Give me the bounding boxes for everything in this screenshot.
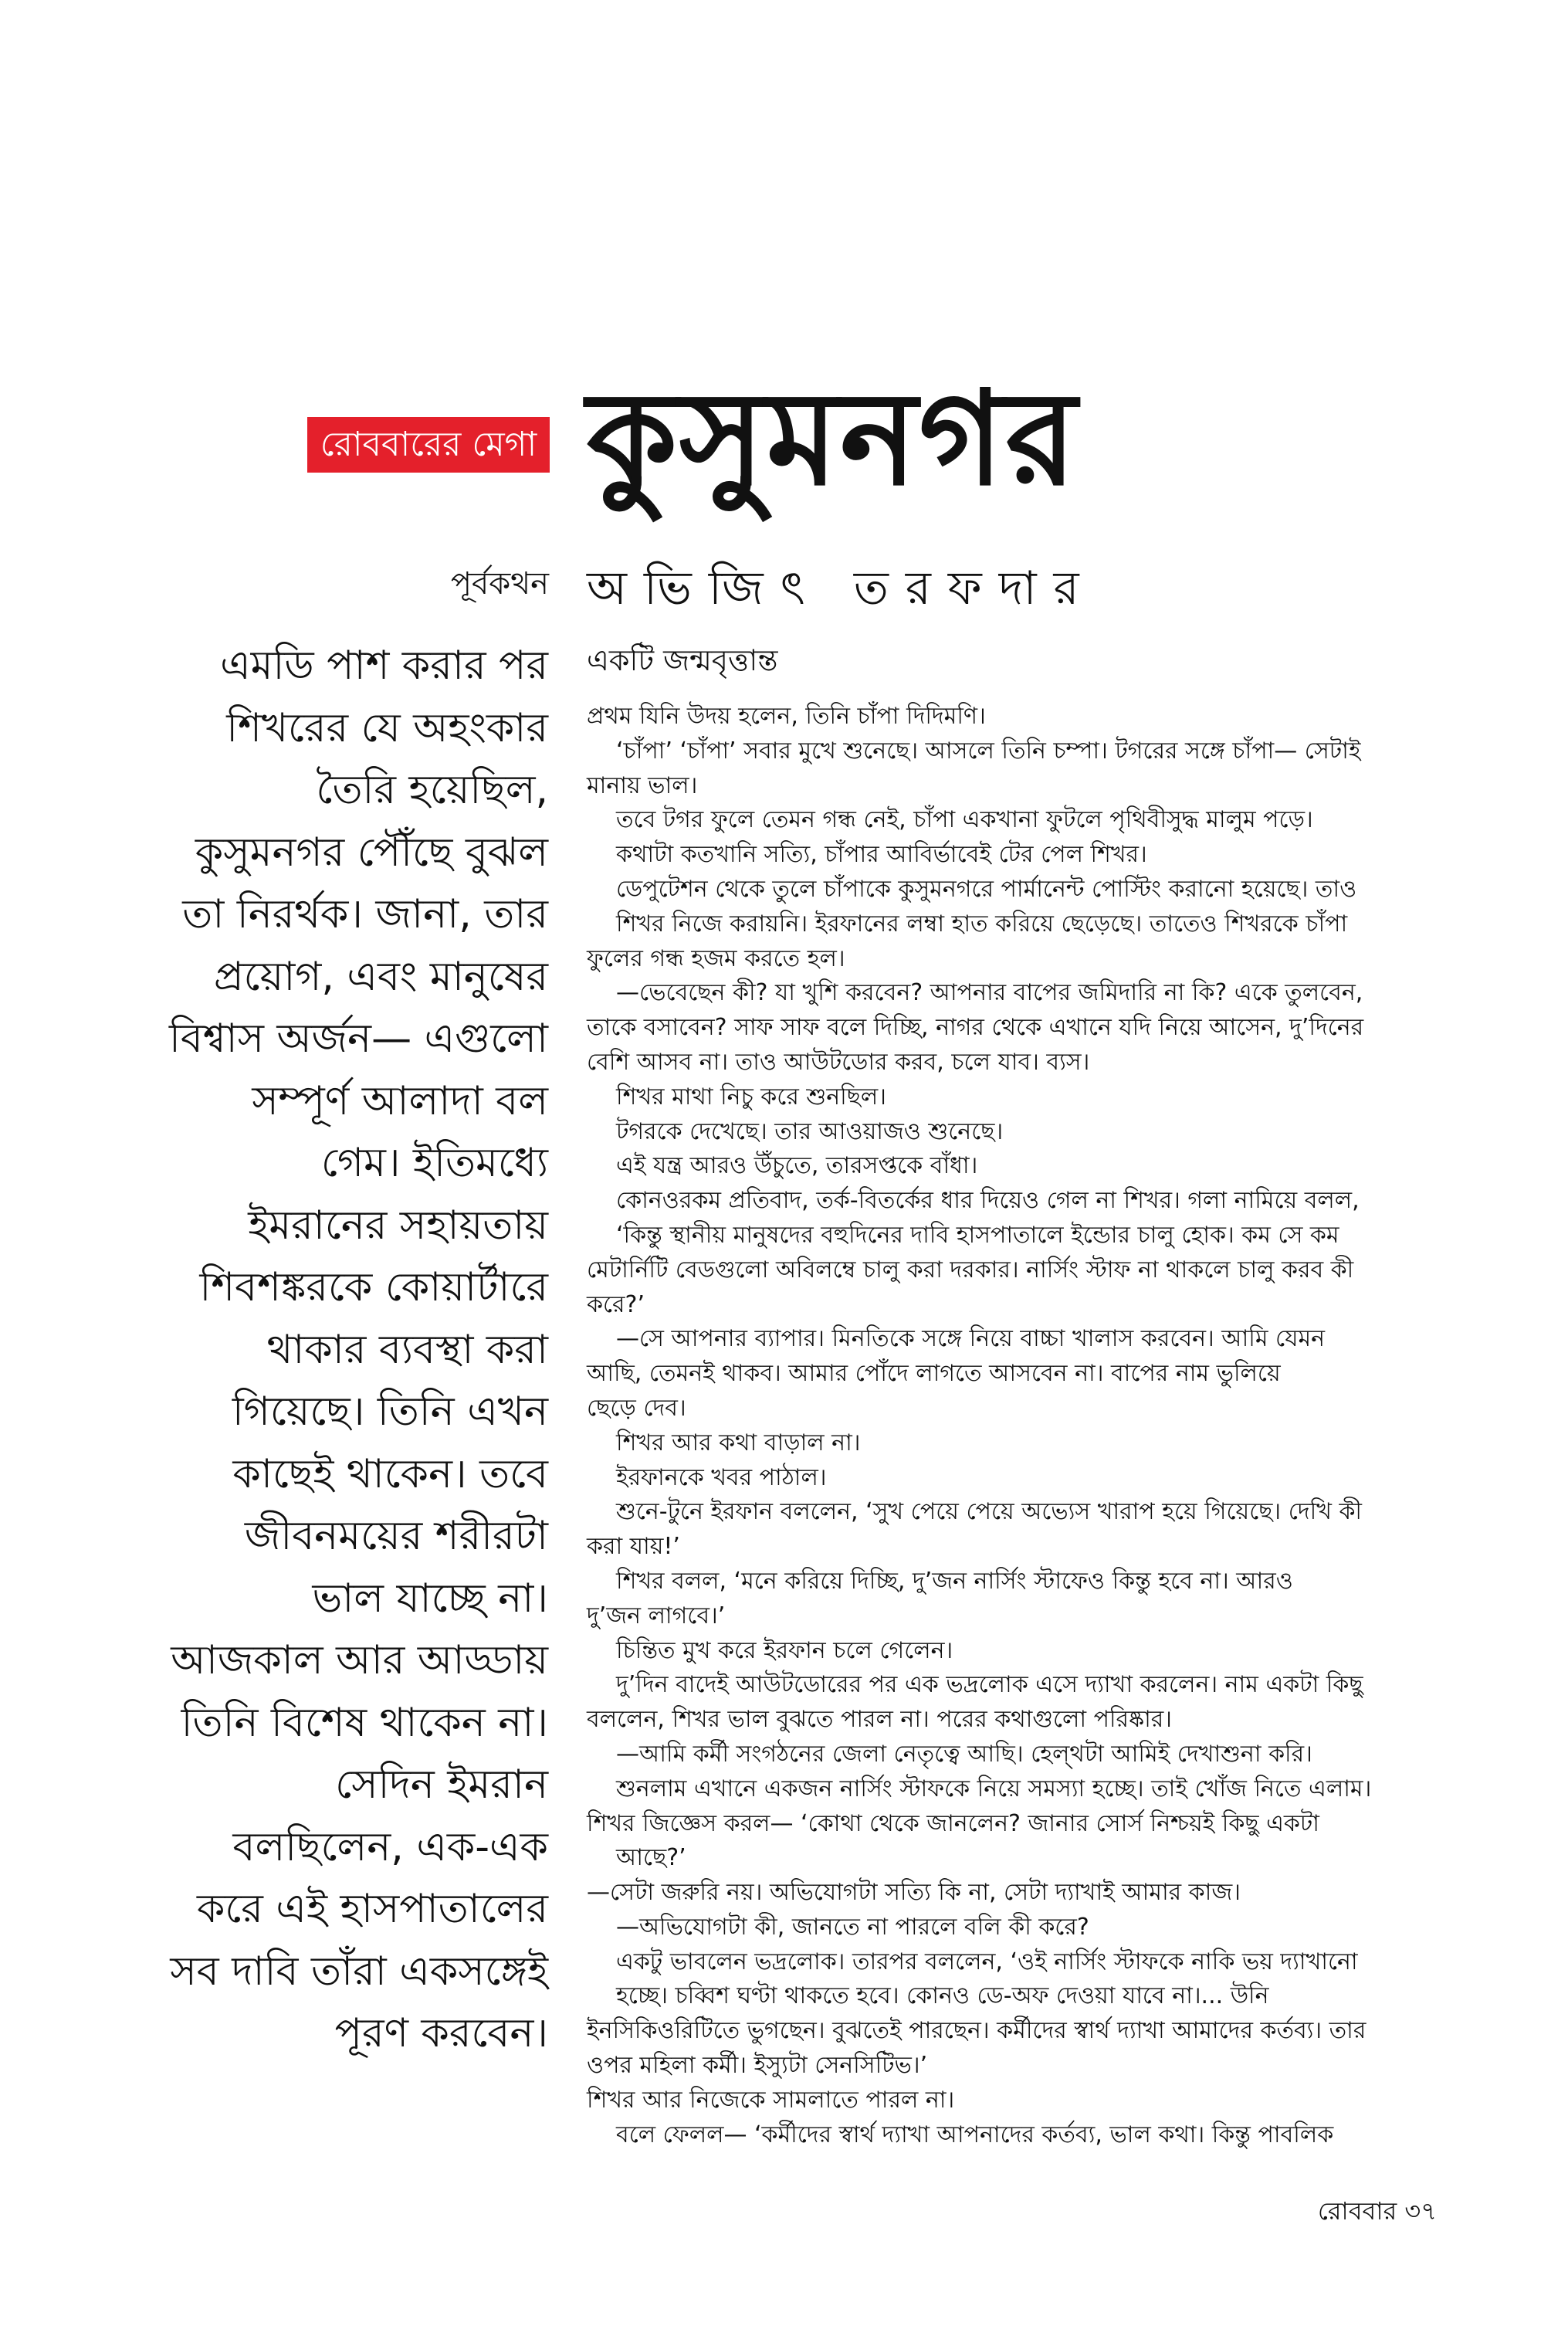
page-folio: রোববার ৩৭ bbox=[1317, 2196, 1437, 2226]
body-line: শিখর আর নিজেকে সামলাতে পারল না। bbox=[587, 2086, 955, 2114]
summary-line: কাছেই থাকেন। তবে bbox=[232, 1450, 548, 1497]
recap-label: পূর্বকথন bbox=[450, 566, 549, 602]
summary-line: তা নিরর্থক। জানা, তার bbox=[182, 891, 548, 938]
summary-line: তিনি বিশেষ থাকেন না। bbox=[181, 1699, 548, 1746]
body-line: ওপর মহিলা কর্মী। ইস্যুটা সেনসিটিভ।’ bbox=[587, 2052, 928, 2080]
summary-line: শিবশঙ্করকে কোয়ার্টারে bbox=[199, 1264, 548, 1310]
body-line: তবে টগর ফুলে তেমন গন্ধ নেই, চাঁপা একখানা ফুটলে পৃথিবীসুদ্ধ মালুম পড়ে। bbox=[616, 806, 1313, 834]
summary-line: করে এই হাসপাতালের bbox=[196, 1886, 548, 1932]
body-line: মানায় ভাল। bbox=[587, 771, 698, 799]
body-line: ইরফানকে খবর পাঠাল। bbox=[616, 1463, 827, 1491]
summary-line: ইমরানের সহায়তায় bbox=[248, 1202, 548, 1249]
summary-line: সম্পূর্ণ আলাদা বল bbox=[252, 1077, 548, 1124]
body-line: করে?’ bbox=[587, 1290, 645, 1318]
body-line: ‘চাঁপা’ ‘চাঁপা’ সবার মুখে শুনেছে। আসলে তিনি চম্পা। টগরের সঙ্গে চাঁপা— সেটাই bbox=[616, 737, 1361, 765]
body-line: শুনলাম এখানে একজন নার্সিং স্টাফকে নিয়ে সমস্যা হচ্ছে। তাই খোঁজ নিতে এলাম। bbox=[616, 1775, 1372, 1802]
summary-line: পূরণ করবেন। bbox=[334, 2010, 548, 2056]
summary-line: গিয়েছে। তিনি এখন bbox=[232, 1388, 548, 1435]
body-line: ছেড়ে দেব। bbox=[587, 1394, 686, 1422]
section-heading: একটি জন্মবৃত্তান্ত bbox=[587, 643, 778, 677]
body-line: শিখর জিজ্ঞেস করল— ‘কোথা থেকে জানলেন? জানার সোর্স নিশ্চয়ই কিছু একটা bbox=[587, 1809, 1319, 1837]
body-line: মেটার্নিটি বেডগুলো অবিলম্বে চালু করা দরকার। নার্সিং স্টাফ না থাকলে চালু করব কী bbox=[587, 1256, 1354, 1283]
body-line: শিখর আর কথা বাড়াল না। bbox=[616, 1429, 861, 1456]
summary-line: থাকার ব্যবস্থা করা bbox=[266, 1326, 548, 1373]
body-line: শিখর মাথা নিচু করে শুনছিল। bbox=[616, 1083, 886, 1110]
body-line: —অভিযোগটা কী, জানতে না পারলে বলি কী করে? bbox=[616, 1913, 1089, 1941]
summary-line: সব দাবি তাঁরা একসঙ্গেই bbox=[170, 1948, 548, 1995]
recap-summary bbox=[131, 635, 548, 2065]
author-name: অভিজিৎ তরফদার bbox=[587, 561, 1096, 615]
body-line: শুনে-টুনে ইরফান বললেন, ‘সুখ পেয়ে পেয়ে অভ্যেস খারাপ হয়ে গিয়েছে। দেখি কী bbox=[616, 1498, 1363, 1526]
body-line: ফুলের গন্ধ হজম করতে হল। bbox=[587, 944, 845, 972]
body-line: ডেপুটেশন থেকে তুলে চাঁপাকে কুসুমনগরে পার্মানেন্ট পোস্টিং করানো হয়েছে। তাও bbox=[616, 875, 1357, 903]
body-line: কোনওরকম প্রতিবাদ, তর্ক-বিতর্কের ধার দিয়েও গেল না শিখর। গলা নামিয়ে বলল, bbox=[616, 1187, 1360, 1215]
body-line: ‘কিন্তু স্থানীয় মানুষদের বহুদিনের দাবি হাসপাতালে ইন্ডোর চালু হোক। কম সে কম bbox=[616, 1221, 1339, 1249]
body-line: —সেটা জরুরি নয়। অভিযোগটা সত্যি কি না, সেটা দ্যাখাই আমার কাজ। bbox=[587, 1879, 1241, 1907]
body-line: কথাটা কতখানি সত্যি, চাঁপার আবির্ভাবেই টের পেল শিখর। bbox=[616, 841, 1147, 869]
summary-line: এমডি পাশ করার পর bbox=[220, 643, 548, 689]
summary-line: শিখরের যে অহংকার bbox=[226, 704, 548, 751]
summary-line: কুসুমনগর পৌঁছে বুঝল bbox=[195, 829, 548, 876]
body-line: শিখর বলল, ‘মনে করিয়ে দিচ্ছি, দু’জন নার্সিং স্টাফেও কিন্তু হবে না। আরও bbox=[616, 1567, 1293, 1595]
summary-line: ভাল যাচ্ছে না। bbox=[312, 1575, 548, 1622]
story-title: কুসুমনগর bbox=[587, 363, 1079, 514]
summary-line: আজকাল আর আড্ডায় bbox=[171, 1637, 548, 1683]
summary-line: বলছিলেন, এক-এক bbox=[232, 1823, 548, 1870]
body-line: আছে?’ bbox=[616, 1844, 686, 1872]
summary-line: তৈরি হয়েছিল, bbox=[316, 767, 548, 813]
body-line: বললেন, শিখর ভাল বুঝতে পারল না। পরের কথাগুলো পরিষ্কার। bbox=[587, 1706, 1173, 1734]
story-body bbox=[587, 700, 1428, 2152]
body-line: বেশি আসব না। তাও আউটডোর করব, চলে যাব। ব্যস। bbox=[587, 1048, 1090, 1076]
body-line: দু’জন লাগবে।’ bbox=[587, 1602, 726, 1629]
summary-line: জীবনময়ের শরীরটা bbox=[244, 1513, 548, 1559]
summary-line: প্রয়োগ, এবং মানুষের bbox=[213, 953, 548, 1000]
body-line: হচ্ছে। চব্বিশ ঘণ্টা থাকতে হবে। কোনও ডে-অফ দেওয়া যাবে না।... উনি bbox=[616, 1982, 1269, 2010]
body-line: করা যায়!’ bbox=[587, 1533, 680, 1561]
body-line: প্রথম যিনি উদয় হলেন, তিনি চাঁপা দিদিমণি। bbox=[587, 703, 986, 730]
body-line: বলে ফেলল— ‘কর্মীদের স্বার্থ দ্যাখা আপনাদের কর্তব্য, ভাল কথা। কিন্তু পাবলিক bbox=[616, 2121, 1334, 2148]
body-line: তাকে বসাবেন? সাফ সাফ বলে দিচ্ছি, নাগর থেকে এখানে যদি নিয়ে আসেন, দু’দিনের bbox=[587, 1014, 1364, 1042]
body-line: এই যন্ত্র আরও উঁচুতে, তারসপ্তকে বাঁধা। bbox=[616, 1152, 978, 1180]
body-line: টগরকে দেখেছে। তার আওয়াজও শুনেছে। bbox=[616, 1117, 1004, 1145]
summary-line: গেম। ইতিমধ্যে bbox=[320, 1140, 548, 1186]
summary-line: বিশ্বাস অর্জন— এগুলো bbox=[169, 1016, 548, 1062]
body-line: একটু ভাবলেন ভদ্রলোক। তারপর বললেন, ‘ওই নার্সিং স্টাফকে নাকি ভয় দ্যাখানো bbox=[616, 1948, 1358, 1975]
body-line: —ভেবেছেন কী? যা খুশি করবেন? আপনার বাপের জমিদারি না কি? একে তুলবেন, bbox=[616, 979, 1363, 1007]
body-line: ইনসিকিওরিটিতে ভুগছেন। বুঝতেই পারছেন। কর্মীদের স্বার্থ দ্যাখা আমাদের কর্তব্য। তার bbox=[587, 2017, 1366, 2045]
body-line: আছি, তেমনই থাকব। আমার পোঁদে লাগতে আসবেন না। বাপের নাম ভুলিয়ে bbox=[587, 1360, 1281, 1388]
body-line: চিন্তিত মুখ করে ইরফান চলে গেলেন। bbox=[616, 1636, 953, 1664]
body-line: দু’দিন বাদেই আউটডোরের পর এক ভদ্রলোক এসে দ্যাখা করলেন। নাম একটা কিছু bbox=[616, 1671, 1363, 1699]
series-label-badge: রোববারের মেগা bbox=[307, 417, 550, 473]
summary-line: সেদিন ইমরান bbox=[335, 1761, 548, 1808]
body-line: শিখর নিজে করায়নি। ইরফানের লম্বা হাত করিয়ে ছেড়েছে। তাতেও শিখরকে চাঁপা bbox=[616, 910, 1348, 938]
body-line: —আমি কর্মী সংগঠনের জেলা নেতৃত্বে আছি। হেল্‌থটা আমিই দেখাশুনা করি। bbox=[616, 1740, 1312, 1768]
body-line: —সে আপনার ব্যাপার। মিনতিকে সঙ্গে নিয়ে বাচ্চা খালাস করবেন। আমি যেমন bbox=[616, 1325, 1326, 1353]
